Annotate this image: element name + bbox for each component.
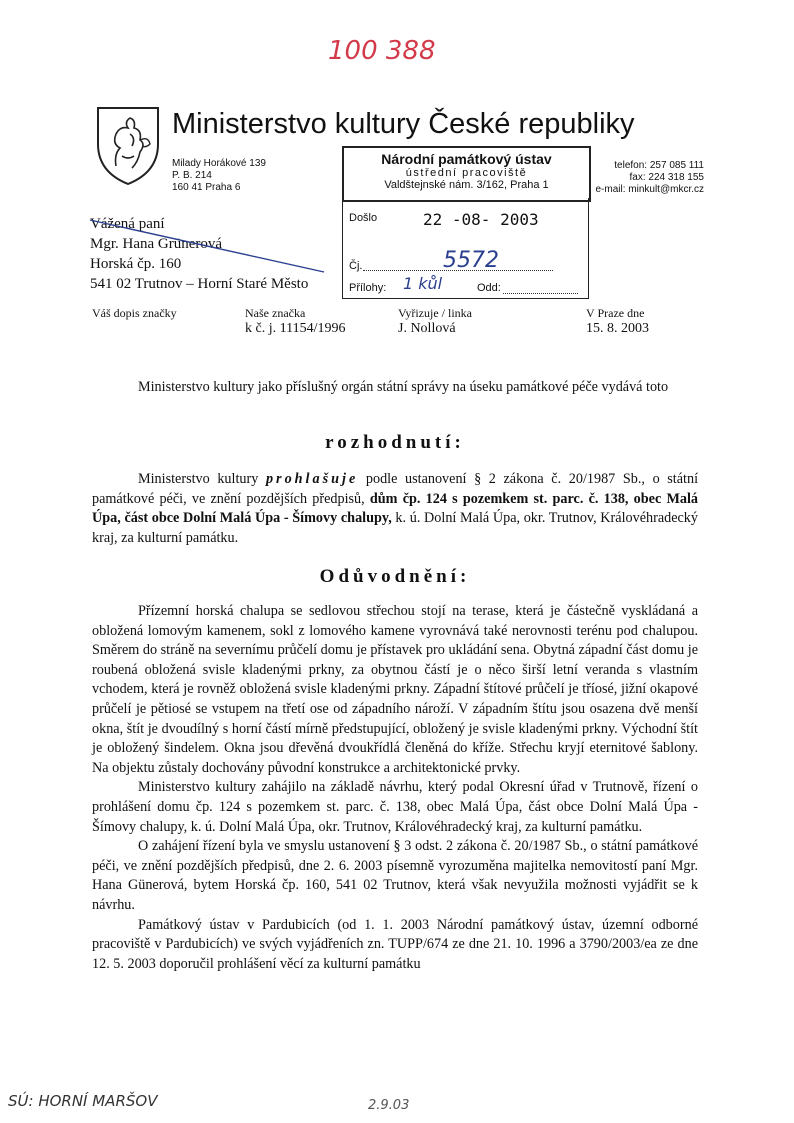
decision-verb: prohlašuje xyxy=(265,471,359,487)
recipient-salutation: Vážená paní xyxy=(90,216,165,232)
stamp-institution: Národní památkový ústav xyxy=(381,151,552,167)
ref-our-value: k č. j. 11154/1996 xyxy=(245,321,346,336)
ref-handler-label: Vyřizuje / linka xyxy=(398,306,472,320)
received-stamp xyxy=(342,146,591,202)
ministry-title: Ministerstvo kultury České republiky xyxy=(172,108,635,140)
coat-of-arms-logo xyxy=(94,104,162,186)
contact-line: fax: 224 318 155 xyxy=(629,172,704,183)
ministry-address xyxy=(172,158,266,194)
ref-handler-value: J. Nollová xyxy=(398,321,456,336)
decision-part: podle ustanovení § 2 zákona č. 20/1987 Sb., o státní památkové péči, ve znění pozdějších předpisů, xyxy=(92,471,699,507)
ref-date-label: V Praze dne xyxy=(586,306,645,320)
reason-paragraph: Přízemní horská chalupa se sedlovou střechou stojí na terase, která je částečně vyskládaná a obložená lomovým kamenem, sokl z lomového kamene vyrovnává také nerovnosti terénu pod chalupou. Směrem do stráně na severnímu průčelí domu je přístavek pro ukládání sena. Obytná západní část domu je roubená obložená svisle kladenými prkny, za obytnou částí je o něco širší letní veranda s vlastním vchodem, která je rovněž obložená svisle kladenými prkny. Západní štítové průčelí je tříosé, jižní okapové průčelí je pětiosé se vstupem na třetí ose od západního nároží. V západním štítu jsou osazena dvě menší okna, štít je dvoudílný s horní částí mírně předstupující, obložený je svisle kladenými prkny. Východní štít je obložený šindelem. Okna jsou dřevěná dvoukřídlá členěná do kříže. Střechu kryjí eternitové šablony. Na objektu zůstaly dochovány původní konstrukce a architektonické prvky. xyxy=(92,603,698,776)
contact-line: e-mail: minkult@mkcr.cz xyxy=(595,184,704,195)
ref-your-label: Váš dopis značky xyxy=(92,306,177,320)
cj-label: Čj. xyxy=(349,260,363,272)
reason-paragraph: O zahájení řízení byla ve smyslu ustanovení § 3 odst. 2 zákona č. 20/1987 Sb., o státní památkové péči, ve znění pozdějších předpisů, dne 2. 6. 2003 písemně vyrozuměna majitelka nemovitostí paní Mgr. Hana Günerová, bytem Horská čp. 160, 541 02 Trutnov, která však nevyužila možnosti vyjádřit se k návrhu. xyxy=(92,838,698,913)
cj-value: 5572 xyxy=(443,248,499,273)
intro-paragraph: Ministerstvo kultury jako příslušný orgán státní správy na úseku památkové péče vydává toto xyxy=(138,379,669,395)
odd-label: Odd: xyxy=(477,282,501,294)
stamp-department: ústřední pracoviště xyxy=(405,167,528,179)
handwritten-office-note: SÚ: HORNÍ MARŠOV xyxy=(8,1092,158,1110)
prilohy-label: Přílohy: xyxy=(349,282,387,294)
handwritten-reference-number: 100 388 xyxy=(328,36,436,66)
handwritten-date: 2.9.03 xyxy=(368,1098,410,1113)
decision-part: Ministerstvo kultury xyxy=(138,471,259,487)
decision-paragraph xyxy=(92,470,698,548)
decision-heading: rozhodnutí: xyxy=(325,432,465,453)
ref-date-value: 15. 8. 2003 xyxy=(586,321,649,336)
decision-part: k. ú. Dolní Malá Úpa, okr. Trutnov, Královéhradecký kraj, za kulturní památku. xyxy=(92,510,698,546)
doslo-date: 22 -08- 2003 xyxy=(423,210,539,229)
stamp-address: Valdštejnské nám. 3/162, Praha 1 xyxy=(384,179,549,191)
ministry-contact xyxy=(594,160,704,196)
intake-box xyxy=(342,198,589,299)
address-line: P. B. 214 xyxy=(172,170,212,181)
address-line: Milady Horákové 139 xyxy=(172,158,266,169)
recipient-street: Horská čp. 160 xyxy=(90,256,182,272)
ref-our-label: Naše značka xyxy=(245,306,306,320)
recipient-name: Mgr. Hana Grünerová xyxy=(90,236,223,252)
decision-subject: dům čp. 124 s pozemkem st. parc. č. 138, obec Malá Úpa, část obce Dolní Malá Úpa - Šímovy chalupy, xyxy=(92,490,698,527)
reason-paragraph: Ministerstvo kultury zahájilo na základě návrhu, který podal Okresní úřad v Trutnově, řízení o prohlášení domu čp. 124 s pozemkem st. parc. č. 138, obec Malá Úpa, část obce Dolní Malá Úpa - Šímovy chalupy, k. ú. Dolní Malá Úpa, okr. Trutnov, Královéhradecký kraj, za kulturní památku. xyxy=(92,779,698,835)
reason-heading: Odůvodnění: xyxy=(319,566,471,587)
recipient-city: 541 02 Trutnov – Horní Staré Město xyxy=(90,276,309,292)
address-line: 160 41 Praha 6 xyxy=(172,182,241,193)
reason-paragraph: Památkový ústav v Pardubicích (od 1. 1. 2003 Národní památkový ústav, územní odborné pracoviště v Pardubicích) ve svých vyjádřeních zn. TUPP/674 ze dne 21. 10. 1996 a 3790/2003/ea ze dne 12. 5. 2003 doporučil prohlášení věcí za kulturní památku xyxy=(92,916,698,972)
reasoning-section xyxy=(92,602,698,974)
prilohy-value: 1 kůl xyxy=(403,274,443,293)
doslo-label: Došlo xyxy=(349,212,378,224)
odd-line xyxy=(503,293,578,294)
pen-stroke-mark xyxy=(88,214,328,274)
contact-line: telefon: 257 085 111 xyxy=(614,160,704,171)
